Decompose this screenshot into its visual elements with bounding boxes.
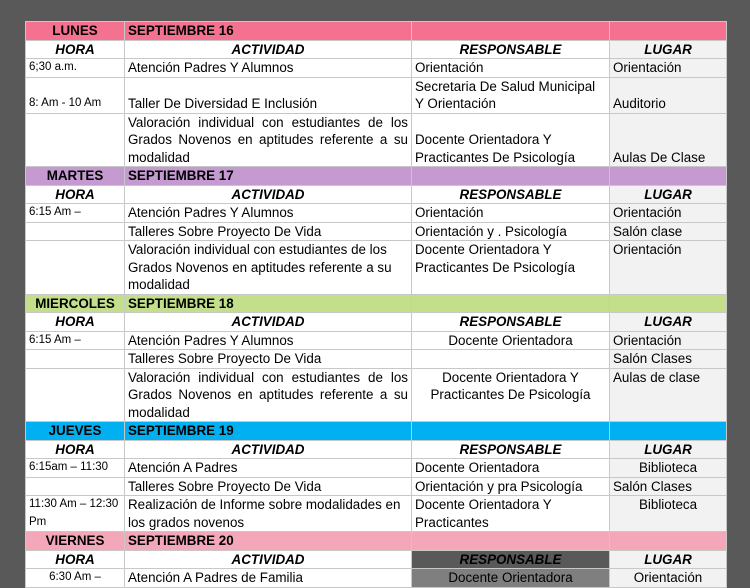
table-row: [26, 459, 727, 478]
header-lugar: LUGAR: [610, 440, 727, 459]
day-filler: [610, 167, 727, 186]
lugar-cell: Salón Clases: [610, 477, 727, 496]
day-filler: [610, 294, 727, 313]
header-responsable: RESPONSABLE: [412, 313, 610, 332]
column-header-row: [26, 40, 727, 59]
day-filler: [610, 532, 727, 551]
day-date: SEPTIEMBRE 17: [125, 167, 412, 186]
hora-cell: 6;30 a.m.: [26, 59, 125, 78]
actividad-cell: Atención Padres Y Alumnos: [125, 59, 412, 78]
day-row-lunes: [26, 22, 727, 41]
header-actividad: ACTIVIDAD: [125, 40, 412, 59]
schedule-body: [26, 22, 727, 588]
column-header-row: [26, 440, 727, 459]
header-hora: HORA: [26, 185, 125, 204]
column-header-row: [26, 185, 727, 204]
header-lugar: LUGAR: [610, 185, 727, 204]
header-actividad: ACTIVIDAD: [125, 185, 412, 204]
table-row: [26, 77, 727, 113]
day-filler: [412, 22, 610, 41]
header-responsable: RESPONSABLE: [412, 40, 610, 59]
day-filler: [412, 167, 610, 186]
responsable-cell: Secretaria De Salud Municipal Y Orientación: [412, 77, 610, 113]
table-row: [26, 368, 727, 422]
column-header-row: [26, 313, 727, 332]
actividad-cell: Atención Padres Y Alumnos: [125, 331, 412, 350]
day-date: SEPTIEMBRE 16: [125, 22, 412, 41]
header-actividad: ACTIVIDAD: [125, 313, 412, 332]
actividad-cell: Valoración individual con estudiantes de los Grados Novenos en aptitudes referente a su modalidad: [125, 368, 412, 422]
header-responsable: RESPONSABLE: [412, 185, 610, 204]
responsable-cell: Docente Orientadora: [412, 331, 610, 350]
day-name: MARTES: [26, 167, 125, 186]
hora-cell: 6:15 Am –: [26, 204, 125, 223]
actividad-cell: Atención Padres Y Alumnos: [125, 204, 412, 223]
day-row-jueves: [26, 422, 727, 441]
day-filler: [610, 22, 727, 41]
responsable-cell: Orientación: [412, 204, 610, 223]
hora-cell: [26, 350, 125, 369]
day-filler: [610, 422, 727, 441]
table-row: [26, 113, 727, 167]
table-row: [26, 331, 727, 350]
hora-cell: [26, 477, 125, 496]
lugar-cell: Orientación: [610, 59, 727, 78]
hora-cell: [26, 113, 125, 167]
actividad-cell: Atención A Padres de Familia: [125, 569, 412, 588]
actividad-cell: Realización de Informe sobre modalidades en los grados novenos: [125, 496, 412, 532]
hora-cell: 8: Am - 10 Am: [26, 77, 125, 113]
lugar-cell: Biblioteca: [610, 459, 727, 478]
lugar-cell: Orientación: [610, 204, 727, 223]
lugar-cell: Biblioteca: [610, 496, 727, 532]
header-lugar: LUGAR: [610, 550, 727, 569]
header-hora: HORA: [26, 313, 125, 332]
responsable-cell: Docente Orientadora Y Practicantes De Psicología: [412, 113, 610, 167]
table-row: [26, 59, 727, 78]
responsable-cell: [412, 350, 610, 369]
header-lugar: LUGAR: [610, 313, 727, 332]
hora-cell: 6:30 Am –: [26, 569, 125, 588]
header-hora: HORA: [26, 440, 125, 459]
responsable-cell: Docente Orientadora: [412, 459, 610, 478]
table-row: [26, 350, 727, 369]
actividad-cell: Talleres Sobre Proyecto De Vida: [125, 222, 412, 241]
table-row: [26, 222, 727, 241]
day-row-viernes: [26, 532, 727, 551]
header-hora: HORA: [26, 40, 125, 59]
day-name: LUNES: [26, 22, 125, 41]
day-date: SEPTIEMBRE 20: [125, 532, 412, 551]
lugar-cell: Salón Clases: [610, 350, 727, 369]
day-row-miercoles: [26, 294, 727, 313]
day-filler: [412, 294, 610, 313]
actividad-cell: Talleres Sobre Proyecto De Vida: [125, 350, 412, 369]
table-row: [26, 241, 727, 295]
header-actividad: ACTIVIDAD: [125, 440, 412, 459]
hora-cell: 6:15am – 11:30: [26, 459, 125, 478]
lugar-cell: Orientación: [610, 569, 727, 588]
day-name: JUEVES: [26, 422, 125, 441]
table-row: [26, 496, 727, 532]
responsable-cell: Docente Orientadora Y Practicantes De Psicología: [412, 368, 610, 422]
hora-cell: 11:30 Am – 12:30 Pm: [26, 496, 125, 532]
responsable-cell: Orientación y pra Psicología: [412, 477, 610, 496]
lugar-cell: Salón clase: [610, 222, 727, 241]
day-filler: [412, 532, 610, 551]
table-row: [26, 204, 727, 223]
lugar-cell: Orientación: [610, 331, 727, 350]
column-header-row: [26, 550, 727, 569]
lugar-cell: Aulas De Clase: [610, 113, 727, 167]
responsable-cell: Orientación y . Psicología: [412, 222, 610, 241]
lugar-cell: Aulas de clase: [610, 368, 727, 422]
responsable-cell: Docente Orientadora Y Practicantes De Psicología: [412, 241, 610, 295]
hora-cell: [26, 222, 125, 241]
responsable-cell: Orientación: [412, 59, 610, 78]
header-lugar: LUGAR: [610, 40, 727, 59]
actividad-cell: Atención A Padres: [125, 459, 412, 478]
day-filler: [412, 422, 610, 441]
actividad-cell: Valoración individual con estudiantes de los Grados Novenos en aptitudes referente a su modalidad: [125, 113, 412, 167]
header-responsable: RESPONSABLE: [412, 550, 610, 569]
header-actividad: ACTIVIDAD: [125, 550, 412, 569]
header-responsable: RESPONSABLE: [412, 440, 610, 459]
day-name: MIERCOLES: [26, 294, 125, 313]
actividad-cell: Taller De Diversidad E Inclusión: [125, 77, 412, 113]
table-row: [26, 477, 727, 496]
header-hora: HORA: [26, 550, 125, 569]
hora-cell: 6:15 Am –: [26, 331, 125, 350]
day-date: SEPTIEMBRE 18: [125, 294, 412, 313]
responsable-cell: Docente Orientadora: [412, 569, 610, 588]
actividad-cell: Talleres Sobre Proyecto De Vida: [125, 477, 412, 496]
actividad-cell: Valoración individual con estudiantes de los Grados Novenos en aptitudes referente a su modalidad: [125, 241, 412, 295]
lugar-cell: Auditorio: [610, 77, 727, 113]
day-date: SEPTIEMBRE 19: [125, 422, 412, 441]
hora-cell: [26, 241, 125, 295]
day-row-martes: [26, 167, 727, 186]
table-row: [26, 569, 727, 588]
responsable-cell: Docente Orientadora Y Practicantes: [412, 496, 610, 532]
hora-cell: [26, 368, 125, 422]
lugar-cell: Orientación: [610, 241, 727, 295]
schedule-table: [25, 21, 727, 588]
day-name: VIERNES: [26, 532, 125, 551]
